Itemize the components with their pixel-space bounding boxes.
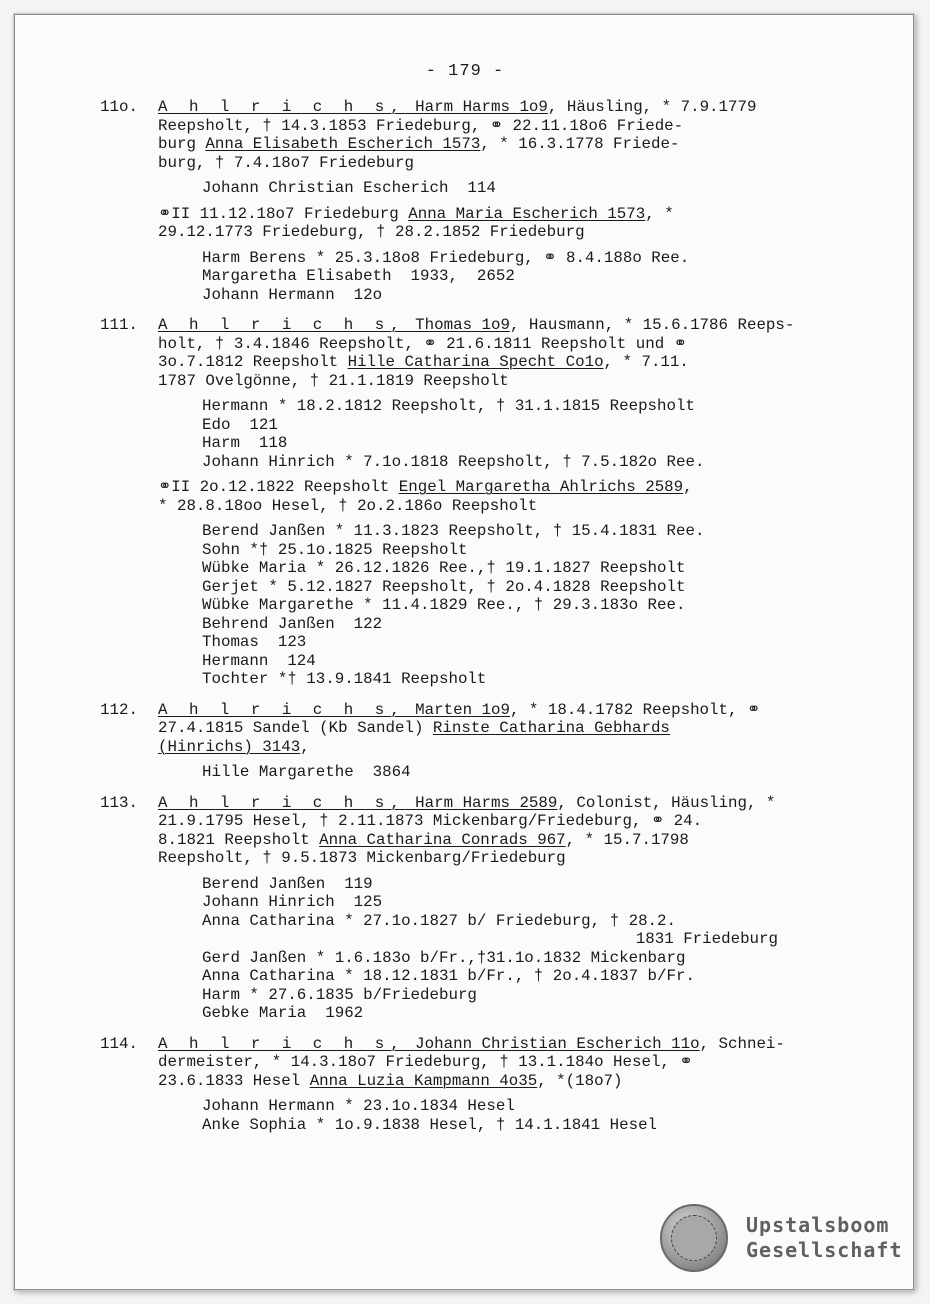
person-name: Thomas 1o9	[405, 316, 510, 334]
person-name: (Hinrichs) 3143	[158, 737, 301, 756]
children-list	[96, 179, 816, 198]
text-segment: 3o.7.1812 Reepsholt	[158, 353, 348, 371]
text-segment: , * 18.4.1782 Reepsholt, ⚭	[509, 700, 761, 719]
surname: A h l r i c h s,	[158, 1034, 406, 1053]
entry-line	[158, 335, 816, 354]
text-segment: , *	[645, 204, 674, 223]
entry-number: 11o.	[100, 98, 138, 116]
text-segment: ,	[300, 737, 310, 756]
child-record: Anke Sophia * 1o.9.1838 Hesel, † 14.1.1841 Hesel	[202, 1115, 658, 1134]
child-record: Edo 121	[202, 415, 278, 434]
child-record: Johann Christian Escherich 114	[202, 179, 496, 197]
person-name: Anna Catharina Conrads 967	[319, 830, 566, 849]
entry-line	[158, 738, 816, 757]
person-name: Hille Catharina Specht Co1o	[347, 353, 604, 371]
text-segment: 8.1821 Reepsholt	[158, 830, 320, 849]
child-record: Hermann 124	[202, 651, 316, 670]
genealogy-entry	[96, 98, 816, 304]
child-record: Hermann * 18.2.1812 Reepsholt, † 31.1.1815 Reepsholt	[202, 397, 695, 415]
entry-line	[158, 812, 816, 831]
children-list	[96, 522, 816, 689]
text-segment: , Häusling, * 7.9.1779	[547, 98, 757, 116]
page-number: - 179 -	[425, 62, 505, 81]
text-segment: ,	[683, 478, 693, 496]
person-name: Anna Luzia Kampmann 4o35	[309, 1071, 538, 1090]
text-segment: , *(18o7)	[537, 1071, 623, 1090]
child-record: Hille Margarethe 3864	[202, 763, 411, 781]
entry-line	[158, 117, 816, 136]
seal-icon	[660, 1204, 728, 1272]
entry-line	[158, 701, 816, 720]
entry-line	[158, 1035, 816, 1054]
child-record: Margaretha Elisabeth 1933, 2652	[202, 267, 515, 285]
marriage-line	[158, 205, 816, 224]
child-record: 1831 Friedeburg	[635, 930, 778, 948]
text-segment: , Schnei-	[699, 1034, 785, 1053]
child-record: Anna Catharina * 18.12.1831 b/Fr., † 2o.4.1837 b/Fr.	[202, 967, 695, 985]
surname: A h l r i c h s,	[158, 700, 406, 719]
text-segment: , * 7.11.	[603, 353, 689, 371]
marriage-line	[158, 497, 816, 516]
person-name: Anna Elisabeth Escherich 1573	[205, 135, 481, 153]
child-record: Wübke Margarethe * 11.4.1829 Ree., † 29.3.183o Ree.	[202, 596, 686, 614]
child-record: Anna Catharina * 27.1o.1827 b/ Friedeburg, † 28.2.	[202, 911, 676, 930]
text-segment: Reepsholt, † 9.5.1873 Mickenbarg/Friedeburg	[158, 849, 566, 867]
entry-header	[96, 316, 816, 390]
entry-header	[96, 1035, 816, 1091]
text-segment: 23.6.1833 Hesel	[158, 1071, 310, 1090]
children-list	[96, 249, 816, 305]
entry-number: 112.	[100, 700, 138, 719]
person-name: Rinste Catharina Gebhards	[432, 719, 670, 737]
logo-line-2: Gesellschaft	[746, 1238, 903, 1262]
entry-line	[158, 98, 816, 117]
child-record: Behrend Janßen 122	[202, 614, 383, 633]
entry-line	[158, 1053, 816, 1072]
child-record: Johann Hinrich 125	[202, 893, 383, 911]
entry-line	[158, 1072, 816, 1091]
logo-text	[746, 1213, 903, 1263]
text-segment: ⚭II 11.12.18o7 Friedeburg	[158, 204, 409, 223]
entry-line	[158, 316, 816, 335]
entry-header	[96, 98, 816, 172]
text-segment: 29.12.1773 Friedeburg, † 28.2.1852 Friedeburg	[158, 223, 585, 241]
entry-number: 114.	[100, 1034, 138, 1053]
entry-line	[158, 794, 816, 813]
entry-number: 113.	[100, 793, 138, 812]
children-list	[96, 763, 816, 782]
text-segment: holt, † 3.4.1846 Reepsholt, ⚭ 21.6.1811 Reepsholt und ⚭	[158, 334, 687, 353]
second-marriage	[96, 205, 816, 242]
text-segment: burg, † 7.4.18o7 Friedeburg	[158, 153, 414, 172]
marriage-line	[158, 478, 816, 497]
text-segment: * 28.8.18oo Hesel, † 2o.2.186o Reepsholt	[158, 496, 538, 515]
child-record: Berend Janßen 119	[202, 874, 373, 893]
entry-line	[158, 353, 816, 372]
children-list	[96, 397, 816, 471]
text-segment: burg	[158, 135, 206, 153]
text-segment: 27.4.1815 Sandel (Kb Sandel)	[158, 719, 433, 737]
surname: A h l r i c h s,	[158, 316, 406, 334]
child-record: Sohn *† 25.1o.1825 Reepsholt	[202, 540, 468, 559]
entry-number: 111.	[100, 316, 138, 334]
text-segment: 21.9.1795 Hesel, † 2.11.1873 Mickenbarg/Friedeburg, ⚭ 24.	[158, 812, 703, 830]
child-record: Harm * 27.6.1835 b/Friedeburg	[202, 985, 477, 1004]
person-name: Anna Maria Escherich 1573	[408, 204, 646, 223]
genealogy-entry	[96, 701, 816, 782]
child-record: Berend Janßen * 11.3.1823 Reepsholt, † 15.4.1831 Ree.	[202, 522, 705, 540]
person-name: Harm Harms 1o9	[405, 98, 548, 116]
child-record: Gerd Janßen * 1.6.183o b/Fr.,†31.1o.1832 Mickenbarg	[202, 948, 686, 967]
child-record: Gebke Maria 1962	[202, 1004, 364, 1022]
marriage-line	[158, 223, 816, 242]
surname: A h l r i c h s,	[158, 793, 406, 812]
text-segment: ⚭II 2o.12.1822 Reepsholt	[158, 478, 399, 496]
child-record: Harm 118	[202, 434, 288, 452]
publisher-logo	[660, 1204, 903, 1272]
child-record: Thomas 123	[202, 633, 307, 651]
entry-line	[158, 372, 816, 391]
entry-header	[96, 701, 816, 757]
entry-line	[158, 154, 816, 173]
logo-line-1: Upstalsboom	[746, 1213, 890, 1237]
text-segment: , Hausmann, * 15.6.1786 Reeps-	[509, 316, 795, 334]
entry-line	[158, 849, 816, 868]
surname: A h l r i c h s,	[158, 98, 406, 116]
person-name: Harm Harms 2589	[405, 793, 558, 812]
text-segment: Reepsholt, † 14.3.1853 Friedeburg, ⚭ 22.11.18o6 Friede-	[158, 116, 684, 135]
entry-line	[158, 135, 816, 154]
second-marriage	[96, 478, 816, 515]
children-list	[96, 875, 816, 1023]
person-name: Engel Margaretha Ahlrichs 2589	[398, 478, 684, 496]
text-segment: , Colonist, Häusling, *	[557, 793, 776, 812]
child-record: Gerjet * 5.12.1827 Reepsholt, † 2o.4.1828 Reepsholt	[202, 577, 686, 596]
child-record: Harm Berens * 25.3.18o8 Friedeburg, ⚭ 8.4.188o Ree.	[202, 248, 690, 267]
child-record: Johann Hinrich * 7.1o.1818 Reepsholt, † 7.5.182o Ree.	[202, 452, 705, 471]
child-record: Johann Hermann * 23.1o.1834 Hesel	[202, 1097, 515, 1115]
text-segment: dermeister, * 14.3.18o7 Friedeburg, † 13.1.184o Hesel, ⚭	[158, 1053, 693, 1071]
text-segment: 1787 Ovelgönne, † 21.1.1819 Reepsholt	[158, 371, 509, 390]
text-segment: , * 16.3.1778 Friede-	[480, 135, 680, 153]
entry-line	[158, 831, 816, 850]
genealogy-entry	[96, 316, 816, 689]
person-name: Johann Christian Escherich 11o	[405, 1034, 700, 1053]
genealogy-entry	[96, 794, 816, 1023]
child-record: Johann Hermann 12o	[202, 285, 383, 304]
entry-header	[96, 794, 816, 868]
child-record: Tochter *† 13.9.1841 Reepsholt	[202, 670, 487, 688]
genealogy-entry	[96, 1035, 816, 1135]
children-list	[96, 1097, 816, 1134]
genealogy-content	[96, 98, 816, 1146]
child-record: Wübke Maria * 26.12.1826 Ree.,† 19.1.1827 Reepsholt	[202, 559, 686, 577]
text-segment: , * 15.7.1798	[565, 830, 689, 849]
entry-line	[158, 719, 816, 738]
person-name: Marten 1o9	[405, 700, 510, 719]
